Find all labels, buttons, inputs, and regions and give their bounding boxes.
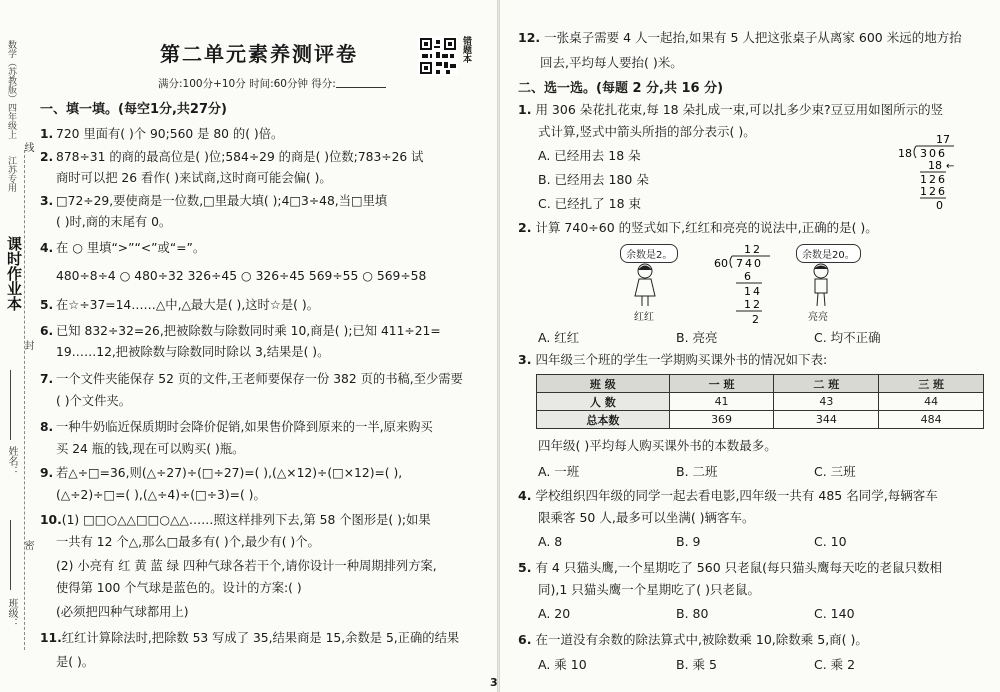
mc5-option-b[interactable]: B. 80 [676,606,709,621]
div1-rem2: 0 [936,199,943,212]
mc5-line1 [518,558,942,578]
fill-in-line [56,266,426,286]
mc4-line1 [518,486,938,506]
fill-in-line [56,342,329,362]
region-label: 江苏专用 [6,156,16,192]
fill-in-line [56,212,171,232]
class-blank[interactable] [10,520,11,590]
question-number: 7. [40,372,54,386]
div1-rem1: 126 [920,173,947,186]
div2-rem1: 14 [744,285,762,298]
question-text: 买 24 瓶的钱,现在可以购买( )瓶。 [56,442,245,456]
question-number: 2. [40,150,54,164]
table-cell: 43 [774,393,879,411]
fill-in-line [40,628,459,648]
kid-name-liang: 亮亮 [808,312,828,323]
fill-in-line [56,485,266,505]
mc6-option-c[interactable]: C. 乘 2 [814,657,856,672]
fill-in-line [56,578,302,598]
seal-mark-secret: 密 [22,540,33,550]
table-cell: 44 [879,393,984,411]
div2-sub2: 12 [744,298,762,311]
fill-in-line [40,238,205,258]
mc3-option-b[interactable]: B. 二班 [676,464,718,479]
section-choose: 二、选一选。(每题 2 分,共 16 分) [518,81,724,96]
div2-rem2: 2 [752,313,759,326]
div1-dividend: 306 [920,147,947,160]
div1-sub1: 18 [928,159,942,172]
mc6-option-a[interactable]: A. 乘 10 [538,657,587,672]
mc4-option-c[interactable]: C. 10 [814,534,847,549]
question-number: 4. [40,241,54,255]
question-text: 使得第 100 个气球是蓝色的。设计的方案:( ) [56,581,302,595]
question-number: 9. [40,466,54,480]
fill-in-line [56,532,320,552]
q12-line2: 回去,平均每人要抬( )米。 [540,55,683,70]
mc5-line2: 同),1 只猫头鹰一个星期吃了( )只老鼠。 [538,582,761,597]
name-blank[interactable] [10,370,11,440]
arrow-left-icon: ← [946,161,955,172]
speech-bubble-hong: 余数是2。 [620,244,678,263]
table-cell: 344 [774,411,879,429]
question-text: (2) 小亮有 红 黄 蓝 绿 四种气球各若干个,请你设计一种周期排列方案, [56,559,437,573]
table-cell: 484 [879,411,984,429]
question-text: 若△÷□=36,则(△÷27)÷(□÷27)=( ),(△×12)÷(□×12)=( ), [56,466,403,480]
question-number: 5. [40,298,54,312]
score-blank[interactable] [336,78,386,88]
kid-name-hong: 红红 [634,312,654,323]
fill-in-line [40,417,433,437]
div2-divisor: 60 [714,257,728,270]
mc4-number: 4. [518,488,532,503]
table-cell: 369 [669,411,774,429]
cut-line [24,150,25,650]
mc1-option-c[interactable]: C. 已经扎了 18 束 [538,196,642,211]
question-text: □72÷29,要使商是一位数,□里最大填( );4□3÷48,当□里填 [56,194,388,208]
question-text: ( )个文件夹。 [56,394,131,408]
fill-in-line [40,369,463,389]
qr-label: 错题本 [461,36,471,63]
score-info-text: 满分:100分+10分 时间:60分钟 得分: [158,78,336,90]
mc5-number: 5. [518,560,532,575]
question-number: 11. [40,631,62,645]
table-header-cell: 三 班 [879,375,984,393]
mc2-number: 2. [518,220,532,235]
mc1-line2: 式计算,竖式中箭头所指的部分表示( )。 [538,124,756,139]
table-header-cell: 二 班 [774,375,879,393]
mc4-option-a[interactable]: A. 8 [538,534,563,549]
left-page [0,0,497,692]
mc3-number: 3. [518,352,532,367]
table-header-cell: 班 级 [537,375,670,393]
question-text: 19……12,把被除数与除数同时除以 3,结果是( )。 [56,345,330,359]
q12-text-1: 一张桌子需要 4 人一起抬,如果有 5 人把这张桌子从离家 600 米远的地方抬 [544,30,962,45]
mc5-text-1: 有 4 只猫头鹰,一个星期吃了 560 只老鼠(每只猫头鹰每天吃的老鼠只数相 [535,560,942,575]
question-text: 在☆÷37=14……△中,△最大是( ),这时☆是( )。 [56,298,319,312]
question-text: (△÷2)÷□=( ),(△÷4)÷(□÷3)=( )。 [56,488,266,502]
fill-in-line [56,602,189,622]
mc4-line2: 限乘客 50 人,最多可以坐满( )辆客车。 [538,510,755,525]
mc5-option-c[interactable]: C. 140 [814,606,855,621]
question-text: 在 ○ 里填“>”“<”或“=”。 [56,241,206,255]
fill-in-line [56,439,244,459]
question-number: 10. [40,513,62,527]
div2-dividend: 740 [736,257,763,270]
fill-in-line [56,391,131,411]
fill-in-line [56,168,332,188]
mc1-text-1: 用 306 朵花扎花束,每 18 朵扎成一束,可以扎多少束?豆豆用如图所示的竖 [535,102,944,117]
book-brand: 课时作业本 [5,236,23,311]
table-row-label: 人 数 [537,393,670,411]
fill-in-line [40,463,402,483]
question-text: 红红计算除法时,把除数 53 写成了 35,结果商是 15,余数是 5,正确的结果 [61,631,460,645]
mc5-option-a[interactable]: A. 20 [538,606,571,621]
series-label: 数学（苏教版）四年级上 [6,40,16,139]
mc4-text-1: 学校组织四年级的同学一起去看电影,四年级一共有 485 名同学,每辆客车 [535,488,938,503]
question-text: 878÷31 的商的最高位是( )位;584÷29 的商是( )位数;783÷26 试 [56,150,424,164]
table-cell: 41 [669,393,774,411]
mc2-text: 计算 740÷60 的竖式如下,红红和亮亮的说法中,正确的是( )。 [535,220,878,235]
question-number: 3. [40,194,54,208]
question-text: 480÷8÷4 ○ 480÷32 326÷45 ○ 326÷45 569÷55 ○ 569÷58 [56,269,427,283]
fill-in-line [56,652,94,672]
table-row-label: 总本数 [537,411,670,429]
question-number: 1. [40,127,54,141]
question-number: 6. [40,324,54,338]
div1-divisor: 18 [898,147,912,160]
fill-in-line [40,147,423,167]
right-page-lower [500,0,1000,692]
speech-bubble-liang: 余数是20。 [796,244,861,263]
mc6-text: 在一道没有余数的除法算式中,被除数乘 10,除数乘 5,商( )。 [535,632,868,647]
question-text: 商时可以把 26 看作( )来试商,这时商可能会偏( )。 [56,171,332,185]
question-text: ( )时,商的末尾有 0。 [56,215,172,229]
fill-in-line [40,510,431,530]
score-info [158,76,386,91]
div2-sub1: 6 [744,270,751,283]
fill-in-line [40,191,387,211]
question-text: (必须把四种气球都用上) [56,605,189,619]
mc6-line1 [518,630,868,650]
mc2-option-c[interactable]: C. 均不正确 [814,330,881,345]
fill-in-line [40,295,319,315]
question-text: 720 里面有( )个 90;560 是 80 的( )倍。 [56,127,284,141]
mc6-option-b[interactable]: B. 乘 5 [676,657,717,672]
fill-in-line [40,124,283,144]
div1-quotient: 17 [936,133,950,146]
mc4-option-b[interactable]: B. 9 [676,534,701,549]
fill-in-line [56,556,437,576]
seal-mark-seal: 封 [22,340,33,350]
mc1-number: 1. [518,102,532,117]
mc2-option-a[interactable]: A. 红红 [538,330,580,345]
mc3-text: 四年级三个班的学生一学期购买课外书的情况如下表: [535,352,828,367]
question-number: 8. [40,420,54,434]
class-label: 班级： [6,598,17,628]
seal-mark-line: 线 [22,142,33,152]
mc1-option-a[interactable]: A. 已经用去 18 朵 [538,148,641,163]
page-title: 第二单元素养测评卷 [160,42,358,66]
section-fill-in: 一、填一填。(每空1分,共27分) [40,102,227,117]
fill-in-line [40,321,441,341]
q12-number: 12. [518,30,541,45]
div2-quotient: 12 [744,243,762,256]
question-text: 一个文件夹能保存 52 页的文件,王老师要保存一份 382 页的书稿,至少需要 [56,372,463,386]
page-number: 3 [490,676,498,689]
mc6-number: 6. [518,632,532,647]
question-text: 一种牛奶临近保质期时会降价促销,如果售价降到原来的一半,原来购买 [56,420,433,434]
mc2-option-b[interactable]: B. 亮亮 [676,330,718,345]
mc1-option-b[interactable]: B. 已经用去 180 朵 [538,172,649,187]
question-text: 是( )。 [56,655,95,669]
div1-sub2: 126 [920,185,947,198]
binding-margin [0,0,36,692]
mc3-line2: 四年级( )平均每人购买课外书的本数最多。 [538,438,777,453]
table-header-cell: 一 班 [669,375,774,393]
mc3-option-c[interactable]: C. 三班 [814,464,856,479]
question-text: 一共有 12 个△,那么□最多有( )个,最少有( )个。 [56,535,320,549]
question-text: (1) □□○△△□□○△△……照这样排列下去,第 58 个图形是( );如果 [61,513,431,527]
question-text: 已知 832÷32=26,把被除数与除数同时乘 10,商是( );已知 411÷21= [56,324,441,338]
qr-code-icon[interactable] [418,36,458,76]
name-label: 姓名： [6,446,17,476]
mc3-option-a[interactable]: A. 一班 [538,464,580,479]
